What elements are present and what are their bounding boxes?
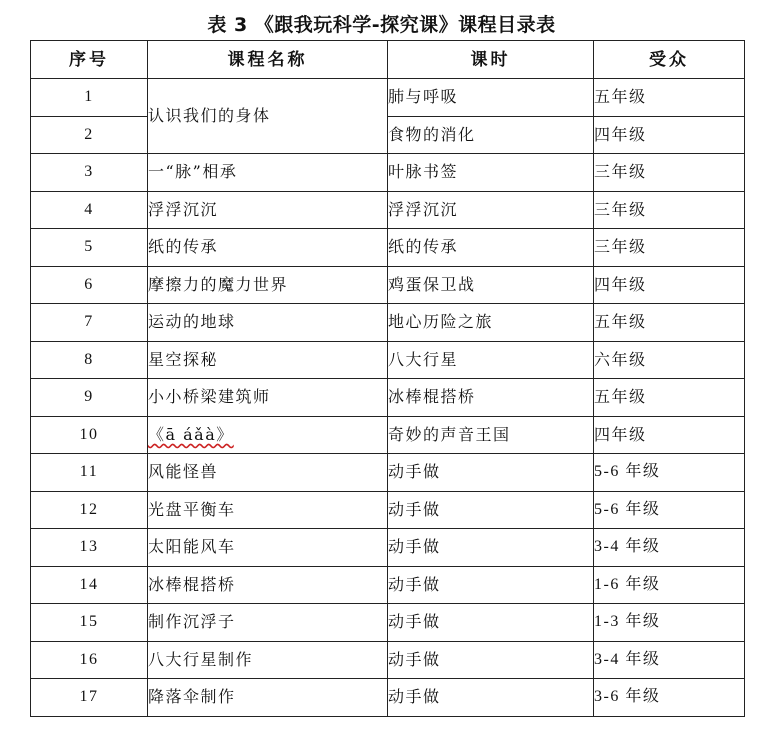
row-course: 摩擦力的魔力世界 xyxy=(148,266,388,304)
table-row xyxy=(31,454,745,492)
row-lesson: 叶脉书签 xyxy=(388,154,594,192)
row-lesson: 奇妙的声音王国 xyxy=(388,416,594,454)
row-no: 16 xyxy=(31,641,148,679)
row-no: 8 xyxy=(31,341,148,379)
row-no: 2 xyxy=(31,116,148,154)
row-no: 12 xyxy=(31,491,148,529)
table-row xyxy=(31,154,745,192)
table-row xyxy=(31,116,745,154)
row-no: 14 xyxy=(31,566,148,604)
row-audience: 四年级 xyxy=(594,266,745,304)
table-row xyxy=(31,529,745,567)
table-row xyxy=(31,304,745,342)
row-lesson: 动手做 xyxy=(388,641,594,679)
row-no: 5 xyxy=(31,229,148,267)
row-lesson: 鸡蛋保卫战 xyxy=(388,266,594,304)
table-caption: 表 3 《跟我玩科学-探究课》课程目录表 xyxy=(207,14,556,36)
row-lesson: 动手做 xyxy=(388,679,594,717)
row-course: 浮浮沉沉 xyxy=(148,191,388,229)
row-no: 11 xyxy=(31,454,148,492)
row-lesson: 冰棒棍搭桥 xyxy=(388,379,594,417)
row-lesson: 地心历险之旅 xyxy=(388,304,594,342)
row-no: 17 xyxy=(31,679,148,717)
row-audience: 1-6 年级 xyxy=(594,566,745,604)
table-row xyxy=(31,229,745,267)
row-audience: 5-6 年级 xyxy=(594,491,745,529)
row-audience: 五年级 xyxy=(594,304,745,342)
row-course: 降落伞制作 xyxy=(148,679,388,717)
row-course: 纸的传承 xyxy=(148,229,388,267)
row-course: 八大行星制作 xyxy=(148,641,388,679)
row-audience: 四年级 xyxy=(594,416,745,454)
row-lesson: 食物的消化 xyxy=(388,116,594,154)
row-course: 制作沉浮子 xyxy=(148,604,388,642)
table-row xyxy=(31,604,745,642)
row-audience: 3-4 年级 xyxy=(594,529,745,567)
table-row xyxy=(31,341,745,379)
table-row xyxy=(31,191,745,229)
row-course: 太阳能风车 xyxy=(148,529,388,567)
row-audience: 三年级 xyxy=(594,154,745,192)
table-row xyxy=(31,491,745,529)
header-no: 序号 xyxy=(31,41,148,79)
row-lesson: 动手做 xyxy=(388,491,594,529)
row-no: 13 xyxy=(31,529,148,567)
row-no: 6 xyxy=(31,266,148,304)
table-row xyxy=(31,566,745,604)
row-no: 3 xyxy=(31,154,148,192)
row-lesson: 动手做 xyxy=(388,454,594,492)
header-audience: 受众 xyxy=(594,41,745,79)
row-course: 风能怪兽 xyxy=(148,454,388,492)
course-catalog-table xyxy=(30,40,745,717)
row-course: 一“脉”相承 xyxy=(148,154,388,192)
table-row xyxy=(31,679,745,717)
row-no: 4 xyxy=(31,191,148,229)
row-audience: 六年级 xyxy=(594,341,745,379)
row-lesson: 浮浮沉沉 xyxy=(388,191,594,229)
row-audience: 5-6 年级 xyxy=(594,454,745,492)
row-lesson: 动手做 xyxy=(388,566,594,604)
header-row xyxy=(31,41,745,79)
row-lesson: 八大行星 xyxy=(388,341,594,379)
row-audience: 3-6 年级 xyxy=(594,679,745,717)
header-lesson: 课时 xyxy=(388,41,594,79)
row-no: 10 xyxy=(31,416,148,454)
row-audience: 1-3 年级 xyxy=(594,604,745,642)
table-row xyxy=(31,379,745,417)
row-audience: 三年级 xyxy=(594,191,745,229)
table-row xyxy=(31,641,745,679)
row-no: 1 xyxy=(31,79,148,117)
row-course: 光盘平衡车 xyxy=(148,491,388,529)
row-course: 小小桥梁建筑师 xyxy=(148,379,388,417)
row-no: 7 xyxy=(31,304,148,342)
table-row xyxy=(31,266,745,304)
row-audience: 三年级 xyxy=(594,229,745,267)
row-course xyxy=(148,416,388,454)
row-audience: 五年级 xyxy=(594,79,745,117)
row-lesson: 纸的传承 xyxy=(388,229,594,267)
row-audience: 四年级 xyxy=(594,116,745,154)
row-course: 星空探秘 xyxy=(148,341,388,379)
row-audience: 3-4 年级 xyxy=(594,641,745,679)
row-lesson: 动手做 xyxy=(388,604,594,642)
table-row xyxy=(31,79,745,117)
row-no: 15 xyxy=(31,604,148,642)
pinyin-course-title: 《ā áǎà》 xyxy=(148,424,234,444)
row-lesson: 肺与呼吸 xyxy=(388,79,594,117)
row-course: 冰棒棍搭桥 xyxy=(148,566,388,604)
table-row xyxy=(31,416,745,454)
row-course: 运动的地球 xyxy=(148,304,388,342)
table-header xyxy=(31,41,745,79)
row-no: 9 xyxy=(31,379,148,417)
header-course: 课程名称 xyxy=(148,41,388,79)
table-body xyxy=(31,79,745,717)
row-course: 认识我们的身体 xyxy=(148,79,388,154)
row-audience: 五年级 xyxy=(594,379,745,417)
row-lesson: 动手做 xyxy=(388,529,594,567)
